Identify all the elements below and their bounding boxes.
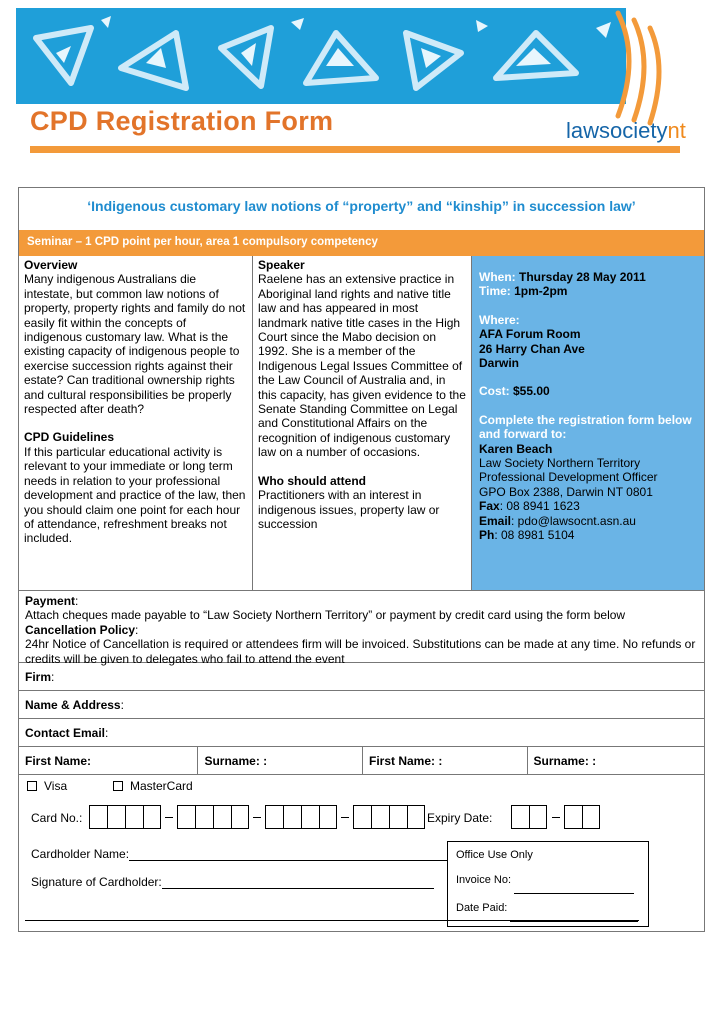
cardholder-label: Cardholder Name: <box>31 847 130 861</box>
signature-label: Signature of Cardholder: <box>31 875 162 889</box>
name-address-field[interactable]: Name & Address: <box>19 691 704 719</box>
mastercard-label: MasterCard <box>130 779 193 793</box>
card-no-label: Card No.: <box>31 811 83 825</box>
complete-label: Complete the registration form below and forward to: <box>479 412 692 442</box>
cost-label: Cost: <box>479 384 513 399</box>
bottom-rule <box>25 920 639 921</box>
header-divider <box>30 146 680 153</box>
logo-suffix: nt <box>667 118 686 143</box>
phone-value: : 08 8981 5104 <box>494 528 575 543</box>
contact-email-field[interactable]: Contact Email: <box>19 719 704 747</box>
time-value: 1pm-2pm <box>514 284 568 299</box>
credit-card-section <box>19 775 704 925</box>
invoice-label: Invoice No: <box>456 874 512 886</box>
triangle-pattern-icon <box>16 8 626 104</box>
first-name-field[interactable]: First Name: <box>19 747 198 774</box>
seminar-bar: Seminar – 1 CPD point per hour, area 1 compulsory competency <box>19 230 704 256</box>
where-label: Where: <box>479 312 520 327</box>
where-line: Darwin <box>479 356 520 371</box>
attend-heading: Who should attend <box>258 473 366 488</box>
speaker-heading: Speaker <box>258 258 305 272</box>
guidelines-text: If this particular educational activity is relevant to your immediate or long term needs in relation to your professional development and practice of the law, then you should claim one point for each hour of attendance, refreshment breaks not included. <box>24 444 246 546</box>
visa-label: Visa <box>44 779 68 793</box>
cost-value: $55.00 <box>513 384 550 399</box>
contact-line: Law Society Northern Territory <box>479 456 641 471</box>
payment-text: Attach cheques made payable to “Law Society Northern Territory” or payment by credit card using the form below <box>25 608 626 623</box>
fax-value: : 08 8941 1623 <box>499 499 580 514</box>
payment-section: Payment: Attach cheques made payable to “Law Society Northern Territory” or payment by credit card using the form below Cancellation Policy: 24hr Notice of Cancellation is required or attendees firm will be invoiced. Substitutions can be made at any time. No refunds or credits will be given to delegates who fail to attend the event <box>19 591 704 663</box>
office-use-box <box>447 841 649 927</box>
when-value: Thursday 28 May 2011 <box>519 270 646 284</box>
law-society-logo <box>566 118 686 144</box>
phone-label: Ph <box>479 528 495 543</box>
card-no-block-2[interactable] <box>177 805 249 829</box>
seminar-title: ‘Indigenous customary law notions of “property” and “kinship” in succession law’ <box>87 198 636 214</box>
email-value[interactable]: : pdo@lawsocnt.asn.au <box>511 513 636 528</box>
name-address-label: Name & Address <box>25 698 121 712</box>
office-title: Office Use Only <box>456 849 533 861</box>
surname-field-2[interactable]: Surname: : <box>533 754 597 768</box>
date-paid-label: Date Paid: <box>456 902 508 914</box>
fax-label: Fax <box>479 499 500 514</box>
overview-heading: Overview <box>24 258 78 272</box>
visa-checkbox[interactable] <box>27 781 37 791</box>
firm-label: Firm <box>25 670 52 684</box>
header-banner <box>16 8 626 104</box>
speaker-column <box>253 256 472 590</box>
visa-option[interactable] <box>27 779 67 793</box>
payment-label: Payment <box>25 594 76 608</box>
expiry-month[interactable] <box>511 805 547 829</box>
mastercard-option[interactable] <box>113 779 193 793</box>
contact-email-label: Contact Email <box>25 726 106 740</box>
where-line: 26 Harry Chan Ave <box>479 341 585 356</box>
mastercard-checkbox[interactable] <box>113 781 123 791</box>
firm-field[interactable]: Firm: <box>19 663 704 691</box>
time-label: Time: <box>479 284 515 299</box>
overview-column <box>19 256 253 590</box>
invoice-field <box>456 866 640 894</box>
page-title: CPD Registration Form <box>30 106 334 136</box>
card-no-block-1[interactable] <box>89 805 161 829</box>
where-line: AFA Forum Room <box>479 327 581 342</box>
contact-line: Professional Development Officer <box>479 470 658 485</box>
logo-main: lawsociety <box>566 118 668 143</box>
attend-text: Practitioners with an interest in indigenous issues, property law or succession <box>258 488 440 531</box>
card-no-block-4[interactable] <box>353 805 425 829</box>
contact-name: Karen Beach <box>479 441 553 456</box>
names-row <box>19 747 704 775</box>
signature-field[interactable] <box>31 875 434 889</box>
card-no-block-3[interactable] <box>265 805 337 829</box>
cardholder-name-field[interactable] <box>31 847 447 861</box>
when-label: When: <box>479 270 519 284</box>
cancel-label: Cancellation Policy <box>25 622 136 637</box>
date-paid-field <box>456 894 640 922</box>
expiry-label: Expiry Date: <box>427 811 493 825</box>
first-name-field-2[interactable]: First Name: : <box>363 747 528 774</box>
expiry-year[interactable] <box>564 805 600 829</box>
surname-field[interactable]: Surname: : <box>198 747 363 774</box>
event-details-column <box>472 256 704 590</box>
speaker-text: Raelene has an extensive practice in Aboriginal land rights and native title law and has appeared in most landmark native title cases in the High Court since the Mabo decision on 1992. She is a member of the Indigenous Legal Issues Committee of the Law Council of Australia and, in this capacity, has given evidence to the Senate Standing Committee on Legal and Constitutional Affairs on the recognition of indigenous customary law on a number of occasions. <box>258 272 466 460</box>
swoosh-logo-icon <box>610 8 680 128</box>
cancel-text: 24hr Notice of Cancellation is required or attendees firm will be invoiced. Substitutions can be made at any time. No refunds or credits will be given to delegates who fail to attend the event <box>25 637 696 666</box>
overview-text: Many indigenous Australians die intestate, but common law notions of property, property rights and family do not easily fit within the concepts of indigenous customary law. What is the existing capacity of indigenous people to exercise succession rights against their estate? Can traditional ownership rights and cultural responsibilities be properly respected after death? <box>24 272 246 417</box>
contact-line: GPO Box 2388, Darwin NT 0801 <box>479 484 653 499</box>
registration-section <box>19 590 704 925</box>
form-frame <box>18 187 705 932</box>
guidelines-heading: CPD Guidelines <box>24 430 115 445</box>
email-label: Email <box>479 513 512 528</box>
